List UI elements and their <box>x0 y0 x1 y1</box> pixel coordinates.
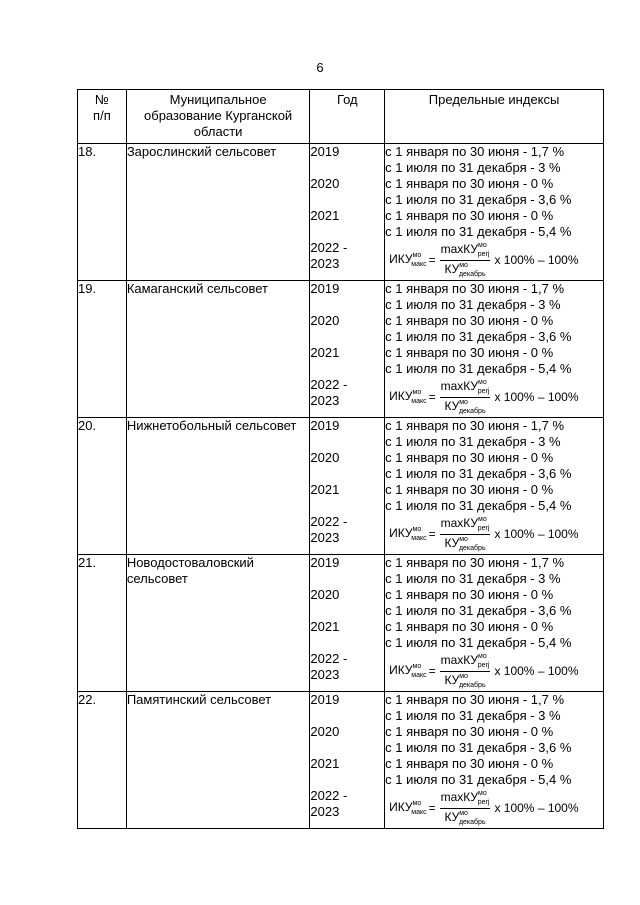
formula-lhs: $ИКУ^{мо}_{макс}$ <box>389 799 427 816</box>
index-line: с 1 января по 30 июня - 0 % <box>385 208 554 223</box>
formula-numerator: maxКУ$^{мо}_{perj}$ <box>440 379 491 398</box>
row-number: 21. <box>78 555 127 692</box>
formula-tail: x 100% – 100% <box>494 390 579 404</box>
year-2020: 2020 <box>310 450 340 465</box>
index-line: с 1 января по 30 июня - 1,7 % <box>385 418 565 433</box>
formula-denominator: $КУ^{мо}_{декабрь}$ <box>444 261 486 278</box>
year-cell <box>310 692 385 829</box>
page-number: 6 <box>316 60 324 75</box>
max-index-formula <box>385 377 603 417</box>
year-2019: 2019 <box>310 555 340 570</box>
index-line: с 1 января по 30 июня - 1,7 % <box>385 692 565 707</box>
formula-fraction <box>440 379 491 416</box>
formula-tail: x 100% – 100% <box>494 664 579 678</box>
formula-numerator: maxКУ$^{мо}_{perj}$ <box>440 653 491 672</box>
formula-tail: x 100% – 100% <box>494 527 579 541</box>
index-line: с 1 июля по 31 декабря - 5,4 % <box>385 772 572 787</box>
index-line: с 1 января по 30 июня - 0 % <box>385 313 554 328</box>
year-cell <box>310 418 385 555</box>
year-2019: 2019 <box>310 692 340 707</box>
table-row <box>78 144 604 281</box>
formula-denominator: $КУ^{мо}_{декабрь}$ <box>444 535 486 552</box>
municipality-name: Зарослинский сельсовет <box>126 144 310 281</box>
formula-numerator: maxКУ$^{мо}_{perj}$ <box>440 242 491 261</box>
formula-tail: x 100% – 100% <box>494 801 579 815</box>
municipality-name: Нижнетобольный сельсовет <box>126 418 310 555</box>
index-line: с 1 июля по 31 декабря - 3 % <box>385 434 561 449</box>
year-2020: 2020 <box>310 176 340 191</box>
year-cell <box>310 555 385 692</box>
row-number: 22. <box>78 692 127 829</box>
index-line: с 1 июля по 31 декабря - 5,4 % <box>385 498 572 513</box>
formula-fraction <box>440 242 491 279</box>
index-line: с 1 июля по 31 декабря - 5,4 % <box>385 361 572 376</box>
indices-cell <box>385 555 604 692</box>
index-line: с 1 января по 30 июня - 0 % <box>385 724 554 739</box>
index-line: с 1 июля по 31 декабря - 3 % <box>385 297 561 312</box>
index-line: с 1 июля по 31 декабря - 5,4 % <box>385 635 572 650</box>
formula-equals: = <box>428 527 436 541</box>
municipality-name: Памятинский сельсовет <box>126 692 310 829</box>
year-2020: 2020 <box>310 587 340 602</box>
index-line: с 1 июля по 31 декабря - 3,6 % <box>385 329 572 344</box>
year-2022: 2022 - <box>310 377 348 392</box>
year-2021: 2021 <box>310 619 340 634</box>
formula-denominator: $КУ^{мо}_{декабрь}$ <box>444 809 486 826</box>
year-2022: 2022 - <box>310 240 348 255</box>
formula-tail: x 100% – 100% <box>494 253 579 267</box>
formula-fraction <box>440 516 491 553</box>
index-line: с 1 июля по 31 декабря - 3 % <box>385 160 561 175</box>
index-line: с 1 января по 30 июня - 0 % <box>385 450 554 465</box>
year-2019: 2019 <box>310 144 340 159</box>
formula-lhs: $ИКУ^{мо}_{макс}$ <box>389 251 427 268</box>
index-line: с 1 июля по 31 декабря - 3,6 % <box>385 740 572 755</box>
formula-equals: = <box>428 390 436 404</box>
indices-cell <box>385 281 604 418</box>
formula-fraction <box>440 653 491 690</box>
index-line: с 1 января по 30 июня - 1,7 % <box>385 281 565 296</box>
max-index-formula <box>385 788 603 828</box>
formula-equals: = <box>428 253 436 267</box>
index-line: с 1 июля по 31 декабря - 5,4 % <box>385 224 572 239</box>
year-2021: 2021 <box>310 756 340 771</box>
index-line: с 1 июля по 31 декабря - 3,6 % <box>385 192 572 207</box>
formula-numerator: maxКУ$^{мо}_{perj}$ <box>440 516 491 535</box>
index-line: с 1 января по 30 июня - 0 % <box>385 482 554 497</box>
table-header-row <box>78 90 604 144</box>
formula-lhs: $ИКУ^{мо}_{макс}$ <box>389 388 427 405</box>
index-line: с 1 июля по 31 декабря - 3,6 % <box>385 466 572 481</box>
max-index-formula <box>385 240 603 280</box>
header-year: Год <box>310 90 385 144</box>
index-line: с 1 июля по 31 декабря - 3 % <box>385 571 561 586</box>
year-2023: 2023 <box>310 393 340 408</box>
index-line: с 1 января по 30 июня - 1,7 % <box>385 555 565 570</box>
year-2020: 2020 <box>310 313 340 328</box>
indices-cell <box>385 418 604 555</box>
header-indices: Предельные индексы <box>385 90 604 144</box>
municipality-name: Камаганский сельсовет <box>126 281 310 418</box>
index-line: с 1 июля по 31 декабря - 3 % <box>385 708 561 723</box>
year-2019: 2019 <box>310 418 340 433</box>
index-line: с 1 января по 30 июня - 0 % <box>385 587 554 602</box>
row-number: 18. <box>78 144 127 281</box>
formula-equals: = <box>428 801 436 815</box>
formula-lhs: $ИКУ^{мо}_{макс}$ <box>389 525 427 542</box>
formula-denominator: $КУ^{мо}_{декабрь}$ <box>444 398 486 415</box>
table-row <box>78 418 604 555</box>
year-2022: 2022 - <box>310 788 348 803</box>
municipality-name: Новодостоваловский сельсовет <box>126 555 310 692</box>
formula-lhs: $ИКУ^{мо}_{макс}$ <box>389 662 427 679</box>
indices-table <box>77 89 604 829</box>
indices-cell <box>385 692 604 829</box>
header-num: № п/п <box>78 90 127 144</box>
table-row <box>78 555 604 692</box>
index-line: с 1 января по 30 июня - 0 % <box>385 756 554 771</box>
formula-denominator: $КУ^{мо}_{декабрь}$ <box>444 672 486 689</box>
year-2020: 2020 <box>310 724 340 739</box>
index-line: с 1 июля по 31 декабря - 3,6 % <box>385 603 572 618</box>
formula-numerator: maxКУ$^{мо}_{perj}$ <box>440 790 491 809</box>
row-number: 20. <box>78 418 127 555</box>
header-municipality: Муниципальное образование Курганской области <box>126 90 310 144</box>
year-2023: 2023 <box>310 667 340 682</box>
row-number: 19. <box>78 281 127 418</box>
index-line: с 1 января по 30 июня - 1,7 % <box>385 144 565 159</box>
year-2021: 2021 <box>310 208 340 223</box>
year-2021: 2021 <box>310 482 340 497</box>
year-2022: 2022 - <box>310 651 348 666</box>
formula-equals: = <box>428 664 436 678</box>
year-2023: 2023 <box>310 530 340 545</box>
year-cell <box>310 281 385 418</box>
max-index-formula <box>385 651 603 691</box>
year-2023: 2023 <box>310 256 340 271</box>
index-line: с 1 января по 30 июня - 0 % <box>385 619 554 634</box>
index-line: с 1 января по 30 июня - 0 % <box>385 345 554 360</box>
year-2023: 2023 <box>310 804 340 819</box>
indices-cell <box>385 144 604 281</box>
table-row <box>78 692 604 829</box>
year-2021: 2021 <box>310 345 340 360</box>
year-2022: 2022 - <box>310 514 348 529</box>
year-cell <box>310 144 385 281</box>
table-row <box>78 281 604 418</box>
max-index-formula <box>385 514 603 554</box>
index-line: с 1 января по 30 июня - 0 % <box>385 176 554 191</box>
formula-fraction <box>440 790 491 827</box>
year-2019: 2019 <box>310 281 340 296</box>
